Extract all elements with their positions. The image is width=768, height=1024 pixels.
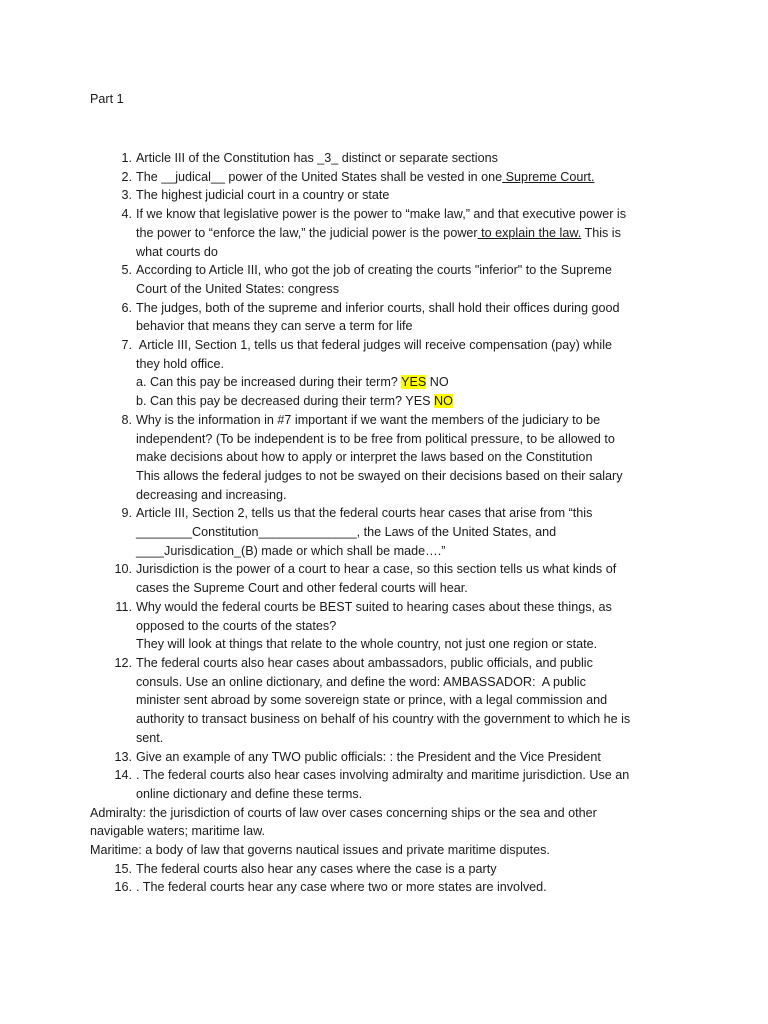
list-item (90, 748, 690, 767)
text-line: Court of the United States: congress (136, 281, 340, 296)
list-item (90, 860, 690, 879)
text-line: They will look at things that relate to the whole country, not just one region or state. (136, 637, 598, 652)
text-line: they hold office. (136, 356, 224, 371)
list-item (90, 168, 690, 187)
item-number: 13. (114, 749, 132, 764)
text-fragment: the power to “enforce the law,” the judicial power is the power (136, 225, 478, 240)
admiralty-definition: navigable waters; maritime law. (90, 824, 265, 839)
item-text (136, 261, 690, 298)
text-line: online dictionary and define these terms. (136, 786, 363, 801)
list-item (90, 878, 690, 897)
item-number: 16. (114, 880, 132, 895)
list-item (90, 504, 690, 560)
item-number: 14. (114, 768, 132, 783)
list-item (90, 654, 690, 748)
text-line: ____Jurisdication_(B) made or which shall be made….” (136, 543, 446, 558)
item-text (136, 654, 690, 748)
text-line: Why would the federal courts be BEST suited to hearing cases about these things, as (136, 599, 612, 614)
item-number: 8. (121, 412, 132, 427)
list-item (90, 411, 690, 505)
list-item (90, 149, 690, 168)
item-number: 6. (121, 300, 132, 315)
item-text (136, 598, 690, 654)
list-item (90, 299, 690, 336)
item-number: 15. (114, 861, 132, 876)
item-text (136, 168, 690, 187)
text-line: authority to transact business on behalf of his country with the government to which he is (136, 712, 631, 727)
text-fragment: a. Can this pay be increased during their term? (136, 375, 402, 390)
text-line: make decisions about how to apply or interpret the laws based on the Constitution (136, 450, 593, 465)
text-line: According to Article III, who got the job of creating the courts "inferior" to the Supreme (136, 263, 612, 278)
text-fragment: This is (581, 225, 621, 240)
item-number: 3. (121, 188, 132, 203)
admiralty-definition: Admiralty: the jurisdiction of courts of law over cases concerning ships or the sea and other (90, 805, 597, 820)
text-line: This allows the federal judges to not be swayed on their decisions based on their salary (136, 468, 623, 483)
item-number: 12. (114, 655, 132, 670)
item-text: The highest judicial court in a country or state (136, 188, 390, 203)
text-line: . The federal courts also hear cases involving admiralty and maritime jurisdiction. Use an (136, 768, 630, 783)
text-line (136, 224, 690, 243)
text-fragment: NO (426, 375, 449, 390)
item-number: 10. (114, 562, 132, 577)
item-number: 4. (121, 207, 132, 222)
item-text (136, 766, 690, 803)
text-line: Article III, Section 1, tells us that federal judges will receive compensation (pay) while (136, 338, 612, 353)
highlighted-answer: NO (434, 394, 453, 409)
item-text (136, 299, 690, 336)
text-line: behavior that means they can serve a term for life (136, 319, 413, 334)
list-item (90, 560, 690, 597)
text-line: ________Constitution______________, the Laws of the United States, and (136, 525, 557, 540)
text-line: Why is the information in #7 important if we want the members of the judiciary to be (136, 412, 601, 427)
question-list (90, 149, 690, 897)
item-number: 5. (121, 263, 132, 278)
list-item (90, 186, 690, 205)
item-text: The federal courts also hear any cases where the case is a party (136, 861, 497, 876)
list-item (90, 205, 690, 261)
item-text (136, 336, 690, 411)
item-text-prompt: The __judical__ power of the United States shall be vested in one (136, 169, 503, 184)
part-heading: Part 1 (90, 92, 124, 106)
list-item (90, 598, 690, 654)
text-line: If we know that legislative power is the power to “make law,” and that executive power is (136, 207, 626, 222)
item-number: 7. (121, 338, 132, 353)
text-line: what courts do (136, 244, 218, 259)
item-text: . The federal courts hear any case where two or more states are involved. (136, 880, 547, 895)
maritime-definition: Maritime: a body of law that governs nautical issues and private maritime disputes. (90, 843, 550, 858)
item-text (136, 504, 690, 560)
item-number: 11. (115, 599, 132, 614)
text-line: consuls. Use an online dictionary, and define the word: AMBASSADOR: A public (136, 674, 586, 689)
text-line: sent. (136, 730, 164, 745)
list-item (90, 766, 690, 803)
text-line: cases the Supreme Court and other federal courts will hear. (136, 581, 468, 596)
item-text (136, 205, 690, 261)
sub-question-b (136, 392, 690, 411)
underlined-answer: to explain the law. (477, 225, 582, 240)
text-line: Jurisdiction is the power of a court to hear a case, so this section tells us what kinds of (136, 562, 617, 577)
underlined-answer: Supreme Court. (502, 169, 595, 184)
item-text (136, 560, 690, 597)
text-line: The judges, both of the supreme and inferior courts, shall hold their offices during good (136, 300, 620, 315)
text-line: independent? (To be independent is to be free from political pressure, to be allowed to (136, 431, 615, 446)
text-line: Article III, Section 2, tells us that the federal courts hear cases that arise from “this (136, 506, 593, 521)
item-number: 2. (121, 169, 132, 184)
text-fragment: b. Can this pay be decreased during their term? YES (136, 394, 434, 409)
text-line: decreasing and increasing. (136, 487, 287, 502)
text-line: opposed to the courts of the states? (136, 618, 337, 633)
list-item (90, 261, 690, 298)
sub-question-a (136, 373, 690, 392)
text-line: minister sent abroad by some sovereign state or prince, with a legal commission and (136, 693, 608, 708)
text-line: The federal courts also hear cases about ambassadors, public officials, and public (136, 655, 593, 670)
item-text (136, 411, 690, 505)
highlighted-answer: YES (401, 375, 427, 390)
list-item (90, 336, 690, 411)
item-text: Give an example of any TWO public officials: : the President and the Vice President (136, 749, 601, 764)
item-number: 1. (121, 151, 132, 165)
item-text: Article III of the Constitution has _3_ distinct or separate sections (136, 151, 498, 165)
item-number: 9. (121, 506, 132, 521)
